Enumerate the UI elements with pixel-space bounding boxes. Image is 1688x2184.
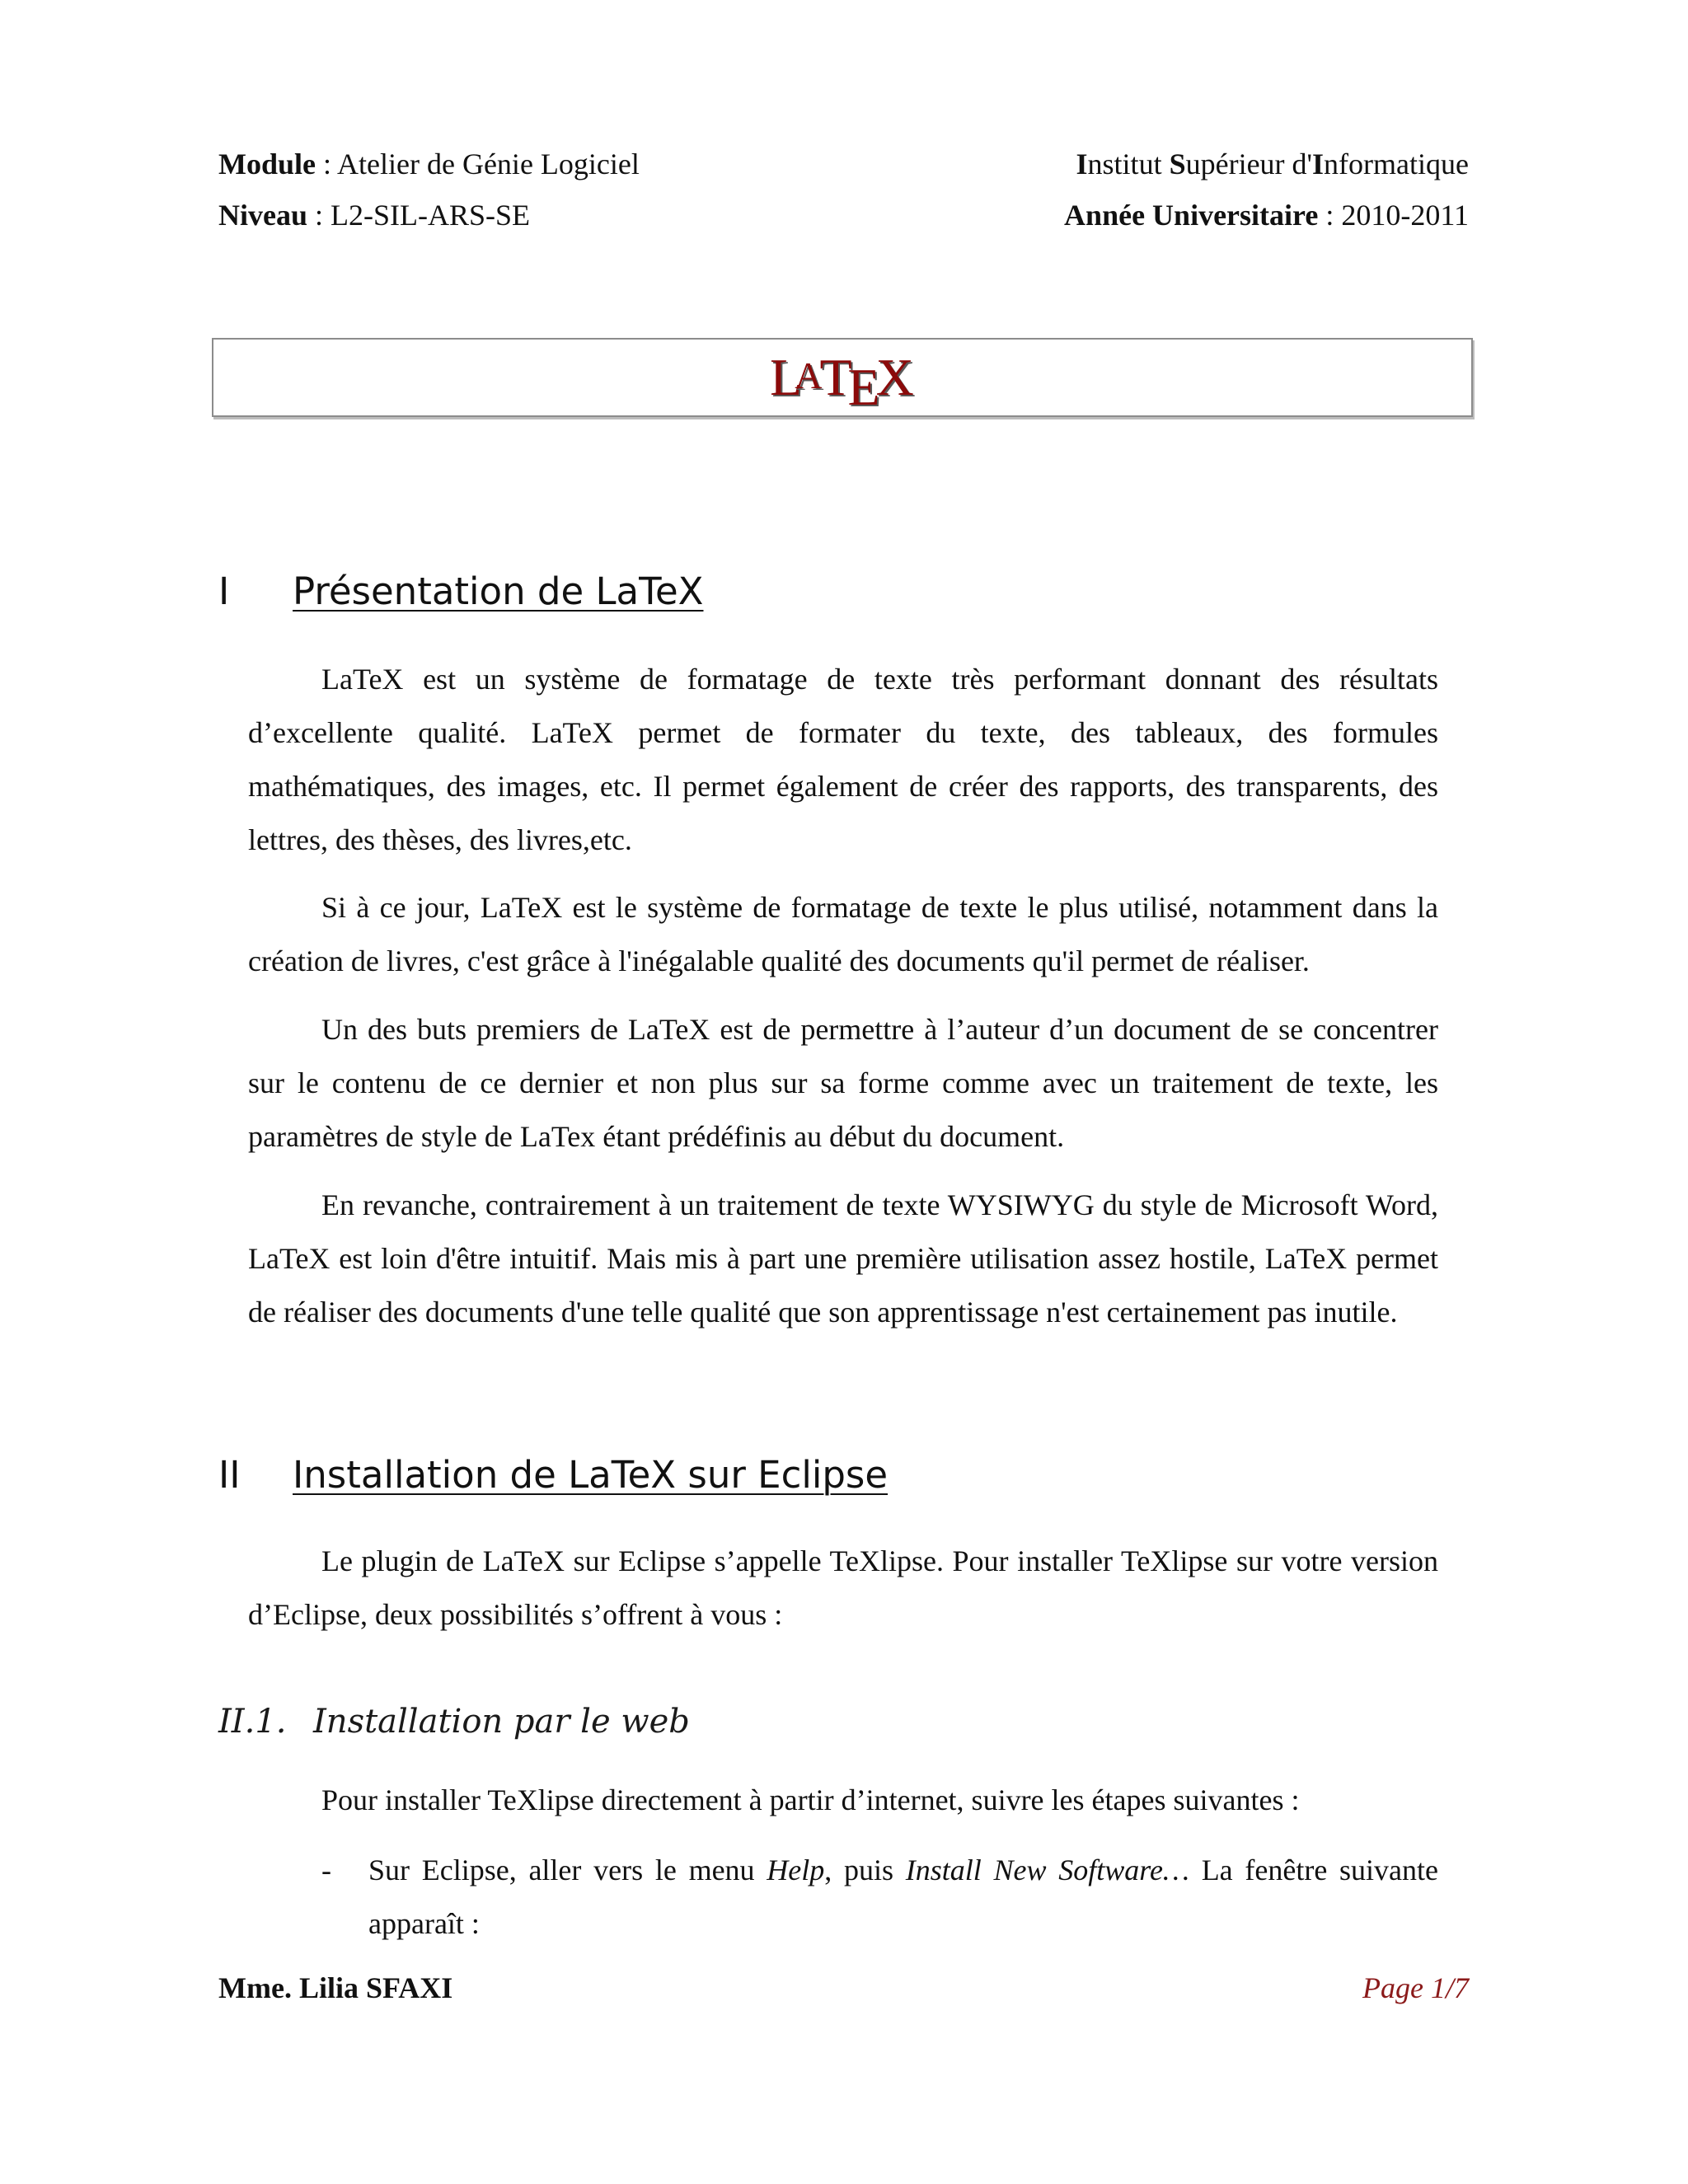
institut-part: nstitut	[1087, 148, 1170, 180]
page-number: Page 1/7	[1362, 1971, 1469, 2004]
latex-logo	[770, 348, 915, 416]
logo-letter-e: E	[847, 358, 881, 416]
paragraph: LaTeX est un système de formatage de texte très performant donnant des résultats d’excellente qualité. LaTeX permet de formater du texte, des tableaux, des formules mathématiques, des images, etc. Il permet également de créer des rapports, des transparents, des lettres, des thèses, des livres,etc.	[248, 663, 1438, 856]
section-2-heading	[218, 1452, 888, 1498]
institut-line	[1076, 146, 1469, 182]
institut-part: nformatique	[1324, 148, 1469, 180]
paragraph: Pour installer TeXlipse directement à partir d’internet, suivre les étapes suivantes :	[321, 1783, 1300, 1816]
logo-letter-a: A	[795, 354, 823, 396]
list-item	[321, 1844, 1438, 1951]
bullet-text-part: , puis	[824, 1854, 906, 1886]
logo-letter-l: L	[770, 348, 804, 406]
section-number: I	[218, 569, 230, 613]
annee-value: : 2010-2011	[1318, 199, 1469, 232]
section-title: Installation de LaTeX sur Eclipse	[293, 1453, 889, 1497]
bullet-text-part: La fenêtre suivante apparaît :	[368, 1854, 1439, 1940]
bullet-dash: -	[321, 1854, 331, 1886]
institut-initial-i: I	[1076, 148, 1088, 180]
annee-label: Année Universitaire	[1064, 199, 1319, 232]
menu-help: Help	[767, 1854, 825, 1886]
module-label: Module	[218, 148, 316, 180]
title-box	[212, 338, 1473, 417]
annee-line	[1064, 197, 1469, 233]
module-line	[218, 146, 640, 182]
subsection-heading	[218, 1701, 690, 1742]
section-1-heading	[218, 569, 703, 615]
footer-author: Mme. Lilia SFAXI	[218, 1971, 453, 2004]
section-number: II	[218, 1453, 241, 1497]
subsection-title: Installation par le web	[313, 1703, 690, 1741]
niveau-label: Niveau	[218, 199, 307, 232]
subsection-number: II.1.	[218, 1703, 287, 1741]
logo-letter-x: X	[875, 348, 915, 406]
module-value: : Atelier de Génie Logiciel	[316, 148, 640, 180]
paragraph: Le plugin de LaTeX sur Eclipse s’appelle TeXlipse. Pour installer TeXlipse sur votre version d’Eclipse, deux possibilités s’offrent à vous :	[248, 1544, 1438, 1631]
institut-part: upérieur d'	[1185, 148, 1313, 180]
institut-initial-s: S	[1169, 148, 1186, 180]
menu-install-new-software: Install New Software…	[905, 1854, 1189, 1886]
paragraph: En revanche, contrairement à un traitement de texte WYSIWYG du style de Microsoft Word, LaTeX est loin d'être intuitif. Mais mis à part une première utilisation assez hostile, LaTeX permet de réaliser des documents d'une telle qualité que son apprentissage n'est certainement pas inutile.	[248, 1188, 1438, 1329]
institut-initial-i2: I	[1312, 148, 1325, 180]
niveau-value: : L2-SIL-ARS-SE	[307, 199, 530, 232]
paragraph: Si à ce jour, LaTeX est le système de formatage de texte le plus utilisé, notamment dans la création de livres, c'est grâce à l'inégalable qualité des documents qu'il permet de réaliser.	[248, 891, 1438, 977]
niveau-line	[218, 197, 530, 233]
bullet-text-part: Sur Eclipse, aller vers le menu	[368, 1854, 767, 1886]
logo-letter-t: T	[819, 348, 853, 406]
bullet-text	[368, 1844, 1438, 1951]
section-title: Présentation de LaTeX	[293, 569, 704, 613]
paragraph: Un des buts premiers de LaTeX est de permettre à l’auteur d’un document de se concentrer sur le contenu de ce dernier et non plus sur sa forme comme avec un traitement de texte, les paramètres de style de LaTex étant prédéfinis au début du document.	[248, 1013, 1438, 1153]
